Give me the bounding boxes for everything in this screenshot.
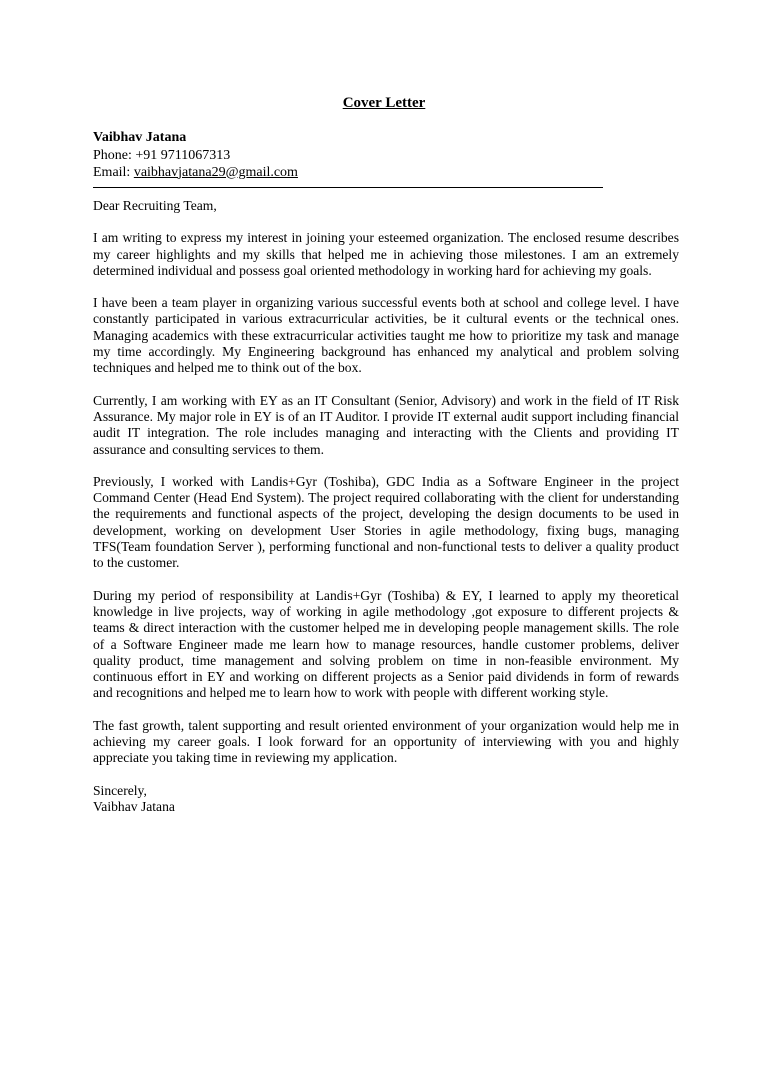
email-link[interactable]: vaibhavjatana29@gmail.com	[133, 164, 298, 180]
salutation: Dear Recruiting Team,	[93, 198, 217, 213]
paragraph-learnings: During my period of responsibility at Landis+Gyr (Toshiba) & EY, I learned to apply my theoretical knowledge in live projects, way of working in agile methodology ,got exposure to different projects & teams & direct interaction with the customer helped me in developing people management skills. The role of a Software Engineer made me learn how to manage resources, handle customer problems, deliver quality product, time management and solving problem on time in non-feasible environment. My continuous effort in EY and working on different projects as a Senior paid dividends in form of rewards and recognitions and helped me to learn how to work with people with different working style.	[93, 587, 679, 701]
closing: Sincerely,	[93, 782, 147, 798]
document-title: Cover Letter	[342, 95, 426, 111]
paragraph-closing-remarks: The fast growth, talent supporting and result oriented environment of your organization would help me in achieving my career goals. I look forward for an opportunity of interviewing with you and highly appreciate you taking time in reviewing my application.	[93, 717, 679, 766]
email-label: Email:	[93, 164, 131, 180]
paragraph-teamwork: I have been a team player in organizing various successful events both at school and college level. I have constantly participated in various extracurricular activities, be it cultural events or the technical ones. Managing academics with these extracurricular activities taught me how to prioritize my task and manage my time accordingly. My Engineering background has enhanced my analytical and problem solving techniques and helped me to think out of the box.	[93, 295, 679, 376]
header-divider	[93, 187, 603, 188]
phone-label: Phone:	[93, 147, 132, 163]
sender-name: Vaibhav Jatana	[93, 130, 187, 145]
email-line	[93, 164, 298, 181]
paragraph-previous-role: Previously, I worked with Landis+Gyr (Toshiba), GDC India as a Software Engineer in the project Command Center (Head End System). The project required collaborating with the client for understanding the requirements and functional aspects of the project, developing the design documents to be used in development, working on development User Stories in agile methodology, fixing bugs, managing TFS(Team foundation Server ), performing functional and non-functional tests to deliver a quality product to the customer.	[93, 473, 679, 571]
signature: Vaibhav Jatana	[93, 798, 175, 814]
paragraph-intro: I am writing to express my interest in joining your esteemed organization. The enclosed resume describes my career highlights and my skills that helped me in achieving those milestones. I am an extremely determined individual and possess goal oriented methodology in working hard for achieving my goals.	[93, 230, 679, 278]
letter-body	[93, 198, 679, 815]
paragraph-current-role: Currently, I am working with EY as an IT Consultant (Senior, Advisory) and work in the field of IT Risk Assurance. My major role in EY is of an IT Auditor. I provide IT external audit support including financial audit IT integration. The role includes managing and interacting with the Clients and providing IT assurance and consulting services to them.	[93, 392, 679, 457]
phone-line	[93, 147, 298, 164]
phone-number: +91 9711067313	[135, 147, 231, 163]
sender-block	[93, 130, 298, 181]
